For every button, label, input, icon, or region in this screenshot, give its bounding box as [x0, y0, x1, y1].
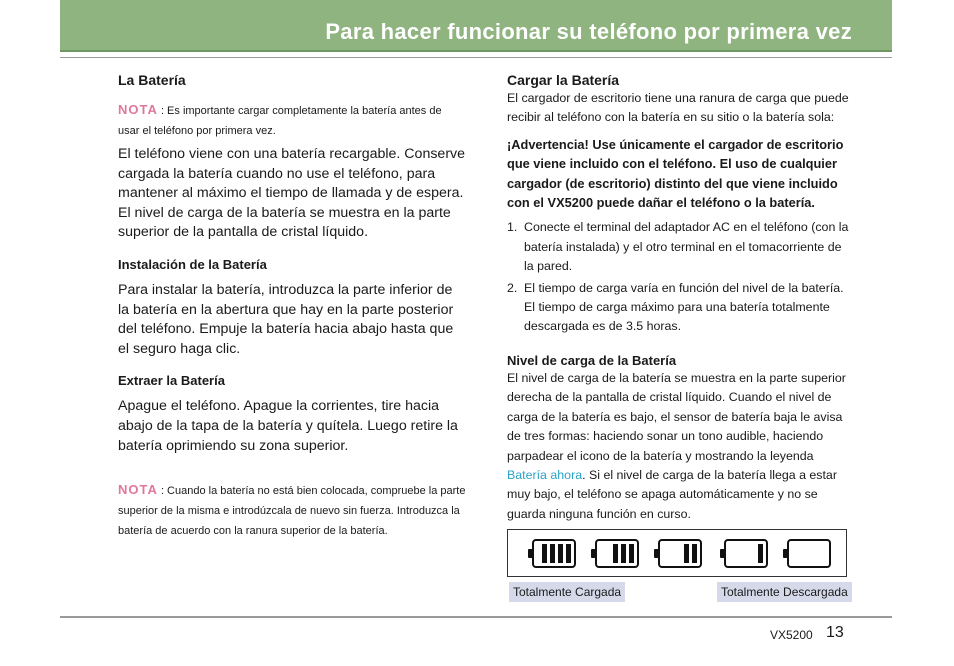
- battery-icon-level-1: [724, 539, 768, 568]
- model-number: VX5200: [770, 628, 813, 642]
- level-heading: Nivel de carga de la Batería: [507, 352, 677, 368]
- level-text-part2: . Si el nivel de carga de la batería llega a estar muy bajo, el teléfono se apaga automáticamente y no se guarda ninguna función en curso.: [507, 467, 837, 521]
- right-column: [507, 72, 852, 524]
- battery-bar: [629, 544, 634, 563]
- charge-heading: Cargar la Batería: [507, 72, 620, 88]
- step-number: 1.: [507, 220, 518, 235]
- battery-intro: El teléfono viene con una batería recargable. Conserve cargada la batería cuando no use el teléfono, para mantener al máximo el tiempo de llamada y de espera. El nivel de carga de la batería se muestra en la parte superior de la pantalla de cristal líquido.: [118, 146, 466, 241]
- note-charge-first: [118, 100, 466, 141]
- note-text: : Cuando la batería no está bien colocada, compruebe la parte superior de la misma e introdúzcala de nuevo sin fuerza. Introduzca la batería de acuerdo con la ranura superior de la batería.: [118, 485, 466, 538]
- battery-icon-level-4: [532, 539, 576, 568]
- left-column: [118, 72, 466, 545]
- charge-steps: [507, 218, 852, 336]
- step-item: [507, 218, 852, 276]
- step-item: [507, 279, 852, 337]
- battery-icon-level-3: [595, 539, 639, 568]
- charger-warning: ¡Advertencia! Use únicamente el cargador de escritorio que viene incluido con el teléfono. El uso de cualquier cargador (de escritorio) distinto del que viene incluido con el VX5200 puede dañar el teléfono o la batería.: [507, 136, 844, 211]
- battery-bar: [692, 544, 697, 563]
- step-text: El tiempo de carga varía en función del nivel de la batería. El tiempo de carga máximo para una batería totalmente descargada es de 3.5 horas.: [524, 280, 844, 334]
- install-text: Para instalar la batería, introduzca la parte inferior de la batería en la abertura que hay en la parte posterior del teléfono. Empuje la batería hacia abajo hasta que el seguro haga clic.: [118, 281, 454, 357]
- battery-bar: [550, 544, 555, 563]
- battery-bar: [684, 544, 689, 563]
- battery-heading: La Batería: [118, 72, 186, 88]
- install-heading: Instalación de la Batería: [118, 256, 267, 272]
- page-number: 13: [826, 624, 844, 641]
- battery-bar: [558, 544, 563, 563]
- remove-heading: Extraer la Batería: [118, 373, 225, 389]
- level-text: [507, 369, 852, 524]
- battery-bar: [758, 544, 763, 563]
- note-text: : Es importante cargar completamente la batería antes de usar el teléfono por primera vez.: [118, 105, 442, 137]
- page-title: Para hacer funcionar su teléfono por primera vez: [325, 19, 852, 44]
- step-number: 2.: [507, 280, 518, 295]
- step-text: Conecte el terminal del adaptador AC en el teléfono (con la batería instalada) y el otro terminal en el tomacorriente de la pared.: [524, 220, 849, 274]
- note-tag: NOTA: [118, 482, 158, 498]
- battery-icon-level-0: [787, 539, 831, 568]
- battery-low-legend: Batería ahora: [507, 467, 583, 482]
- page-header: [60, 0, 892, 52]
- note-tag: NOTA: [118, 102, 158, 117]
- level-text-part1: El nivel de carga de la batería se muestra en la parte superior derecha de la pantalla de cristal líquido. Cuando el nivel de carga de la batería es bajo, el sensor de batería baja le avisa de tres formas: haciendo sonar un tono audible, haciendo parpadear el icono de la batería y mostrando la leyenda: [507, 370, 846, 463]
- battery-level-figure: [507, 529, 847, 577]
- battery-bar: [621, 544, 626, 563]
- note-battery-placement: [118, 480, 466, 541]
- bottom-divider: [60, 616, 892, 618]
- remove-text: Apague el teléfono. Apague la corrientes, tire hacia abajo de la tapa de la batería y quítela. Luego retire la batería oprimiendo su zona superior.: [118, 398, 458, 454]
- label-fully-discharged: Totalmente Descargada: [717, 582, 852, 602]
- battery-icon-level-2: [658, 539, 702, 568]
- battery-bar: [542, 544, 547, 563]
- label-fully-charged: Totalmente Cargada: [509, 582, 625, 602]
- battery-bar: [613, 544, 618, 563]
- battery-bar: [566, 544, 571, 563]
- top-divider: [60, 57, 892, 58]
- charge-text: El cargador de escritorio tiene una ranura de carga que puede recibir al teléfono con la batería en su sitio o la batería sola:: [507, 91, 849, 125]
